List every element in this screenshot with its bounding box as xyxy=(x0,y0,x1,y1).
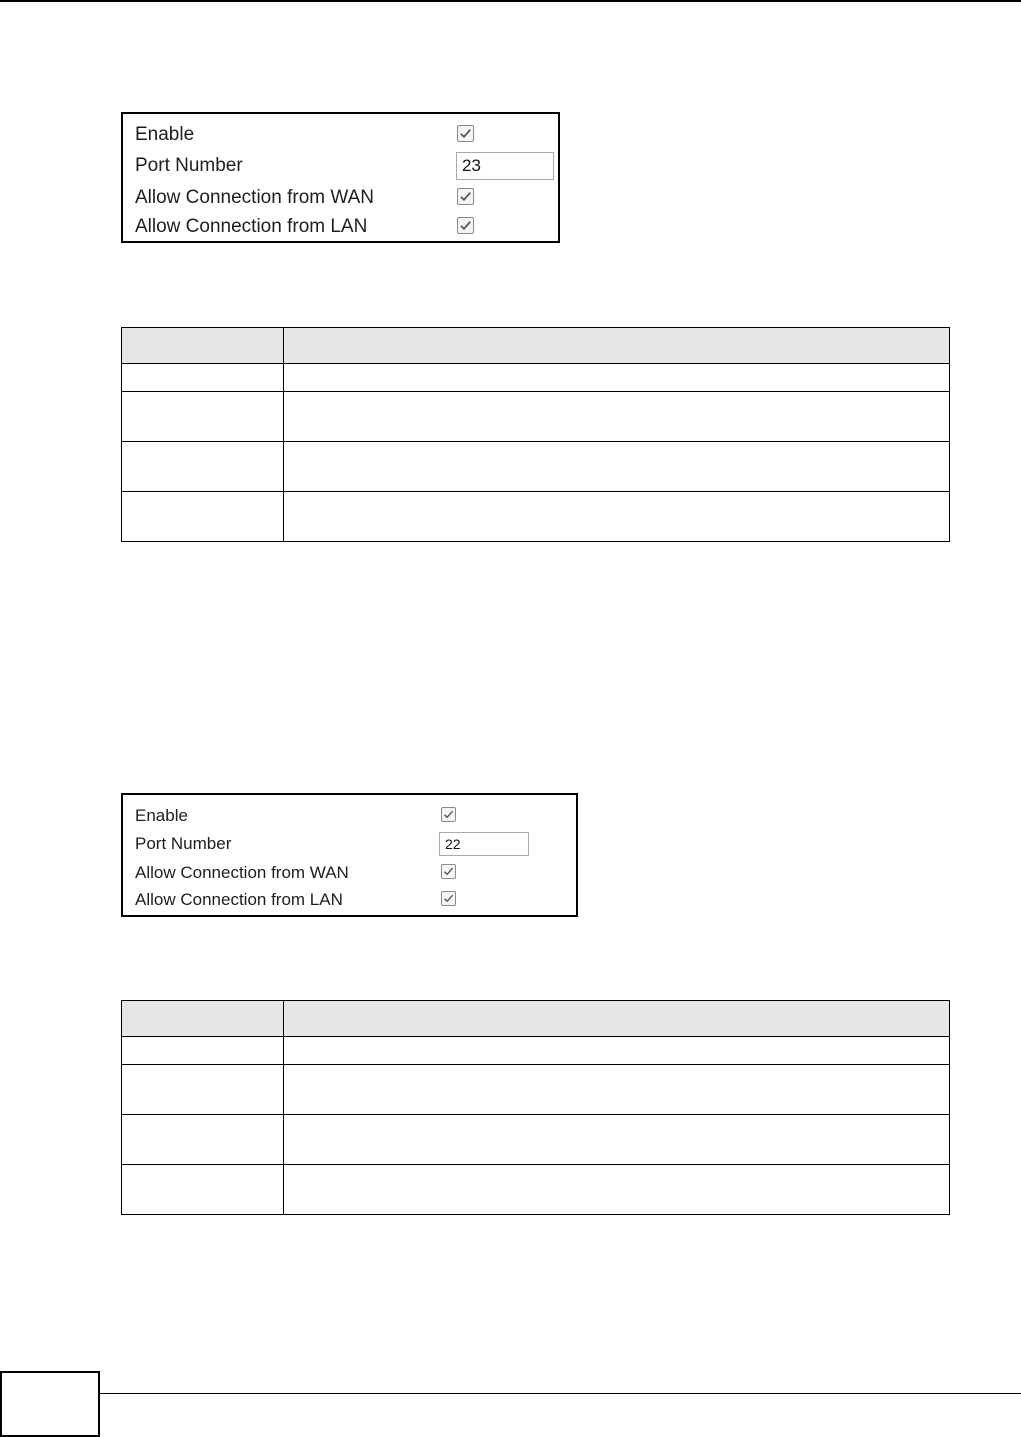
checkmark-icon xyxy=(458,218,473,233)
table-cell xyxy=(122,392,284,442)
checkmark-icon xyxy=(442,808,455,821)
table-cell xyxy=(284,1165,950,1215)
table-cell xyxy=(122,1165,284,1215)
table-row xyxy=(122,1037,950,1065)
checkmark-icon xyxy=(442,865,455,878)
table-header-cell xyxy=(284,328,950,364)
table-row xyxy=(122,1115,950,1165)
enable-row xyxy=(123,122,558,148)
table-cell xyxy=(284,1065,950,1115)
table-header-row xyxy=(122,1001,950,1037)
enable-checkbox[interactable] xyxy=(457,125,474,142)
port-number-label: Port Number xyxy=(135,155,243,176)
allow-wan-row xyxy=(123,185,558,211)
allow-lan-label: Allow Connection from LAN xyxy=(135,890,343,909)
enable-label: Enable xyxy=(135,124,195,145)
allow-lan-checkbox[interactable] xyxy=(457,217,474,234)
allow-lan-label: Allow Connection from LAN xyxy=(135,216,368,237)
port-number-label: Port Number xyxy=(135,834,232,853)
table-row xyxy=(122,492,950,542)
table-row xyxy=(122,442,950,492)
port-number-input[interactable] xyxy=(439,832,529,856)
table-header-row xyxy=(122,328,950,364)
table-row xyxy=(122,1065,950,1115)
settings-panel-1 xyxy=(121,112,560,243)
table-cell xyxy=(284,492,950,542)
table-cell xyxy=(122,1037,284,1065)
allow-lan-row xyxy=(123,887,576,913)
allow-wan-label: Allow Connection from WAN xyxy=(135,863,349,882)
port-number-input[interactable] xyxy=(456,152,554,180)
top-rule xyxy=(0,0,1021,2)
table-cell xyxy=(284,1115,950,1165)
table-cell xyxy=(122,364,284,392)
field-description-table-2 xyxy=(121,1000,950,1215)
settings-panel-2 xyxy=(121,793,578,917)
table-cell xyxy=(122,1115,284,1165)
table-cell xyxy=(122,1065,284,1115)
enable-label: Enable xyxy=(135,806,188,825)
field-description-table-1 xyxy=(121,327,950,542)
enable-row xyxy=(123,803,576,829)
table-cell xyxy=(122,492,284,542)
table-header-cell xyxy=(122,1001,284,1037)
checkmark-icon xyxy=(442,892,455,905)
checkmark-icon xyxy=(458,126,473,141)
table-row xyxy=(122,1165,950,1215)
table-header-cell xyxy=(122,328,284,364)
table-cell xyxy=(284,392,950,442)
table-cell xyxy=(284,364,950,392)
table-cell xyxy=(284,442,950,492)
allow-wan-row xyxy=(123,860,576,886)
table-cell xyxy=(122,442,284,492)
allow-lan-checkbox[interactable] xyxy=(441,891,456,906)
page-number-box xyxy=(0,1371,100,1437)
enable-checkbox[interactable] xyxy=(441,807,456,822)
footer-rule xyxy=(0,1393,1021,1394)
allow-wan-checkbox[interactable] xyxy=(457,188,474,205)
allow-wan-label: Allow Connection from WAN xyxy=(135,187,374,208)
table-row xyxy=(122,392,950,442)
table-cell xyxy=(284,1037,950,1065)
allow-wan-checkbox[interactable] xyxy=(441,864,456,879)
checkmark-icon xyxy=(458,189,473,204)
table-header-cell xyxy=(284,1001,950,1037)
table-row xyxy=(122,364,950,392)
allow-lan-row xyxy=(123,214,558,240)
